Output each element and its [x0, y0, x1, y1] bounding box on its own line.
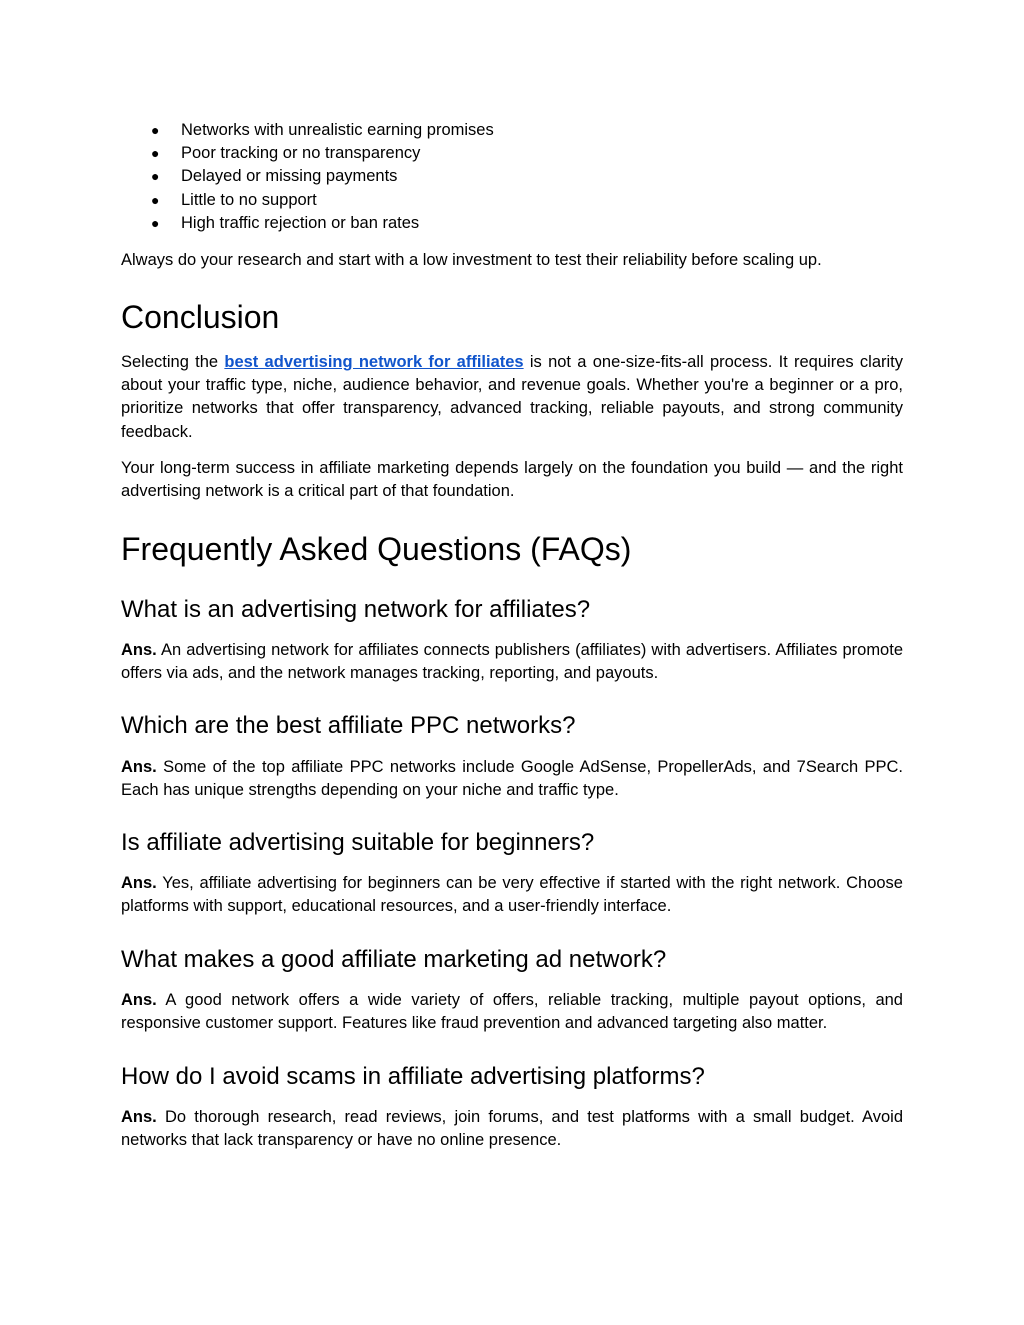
faqs-heading: Frequently Asked Questions (FAQs) [121, 531, 632, 567]
faq-question-4: What makes a good affiliate marketing ad network? [121, 946, 667, 973]
faq-answer-5: Ans. Do thorough research, read reviews, join forums, and test platforms with a small budget. Avoid networks that lack transparency or have no online presence. [121, 1108, 903, 1150]
answer-prefix: Ans. [121, 641, 157, 659]
faq-answer-1: Ans. An advertising network for affiliates connects publishers (affiliates) with advertisers. Affiliates promote offers via ads, and the network manages tracking, reporting, and payouts. [121, 641, 903, 683]
answer-prefix: Ans. [121, 758, 157, 776]
answer-prefix: Ans. [121, 1108, 157, 1126]
bullet-icon: ● [151, 122, 160, 138]
conclusion-heading: Conclusion [121, 299, 280, 335]
research-note: Always do your research and start with a low investment to test their reliability before scaling up. [121, 251, 822, 269]
bullet-icon: ● [151, 145, 160, 162]
bullet-icon: ● [151, 214, 160, 231]
bullet-icon: ● [151, 168, 160, 185]
faq-question-2: Which are the best affiliate PPC networks? [121, 712, 576, 739]
list-item: ● High traffic rejection or ban rates [151, 212, 871, 235]
answer-prefix: Ans. [121, 874, 157, 892]
conclusion-paragraph-1: Selecting the best advertising network for affiliates is not a one-size-fits-all process. It requires clarity about your traffic type, niche, audience behavior, and revenue goals. Whether you're a beginner or a pro, prioritize networks that offer transparency, advanced tracking, reliable payouts, and strong community feedback. [121, 353, 903, 441]
faq-answer-2: Ans. Some of the top affiliate PPC networks include Google AdSense, PropellerAds, and 7Search PPC. Each has unique strengths depending on your niche and traffic type. [121, 758, 903, 800]
bullet-icon: ● [151, 191, 160, 208]
faq-question-3: Is affiliate advertising suitable for beginners? [121, 829, 595, 856]
faq-question-5: How do I avoid scams in affiliate advertising platforms? [121, 1063, 705, 1090]
faq-answer-4: Ans. A good network offers a wide variety of offers, reliable tracking, multiple payout options, and responsive customer support. Features like fraud prevention and advanced targeting also matter. [121, 991, 903, 1033]
answer-prefix: Ans. [121, 991, 157, 1009]
list-item: ● Little to no support [151, 189, 871, 212]
list-item: ● Networks with unrealistic earning promises [151, 119, 871, 142]
best-advertising-network-link[interactable]: best advertising network for affiliates [224, 353, 524, 371]
faq-question-1: What is an advertising network for affiliates? [121, 596, 591, 623]
faq-answer-3: Ans. Yes, affiliate advertising for beginners can be very effective if started with the right network. Choose platforms with support, educational resources, and a user-friendly interface. [121, 874, 903, 916]
conclusion-paragraph-2: Your long-term success in affiliate marketing depends largely on the foundation you build — and the right advertising network is a critical part of that foundation. [121, 459, 903, 501]
warning-signs-list [151, 119, 871, 235]
list-item: ● Delayed or missing payments [151, 165, 871, 188]
list-item: ● Poor tracking or no transparency [151, 142, 871, 165]
